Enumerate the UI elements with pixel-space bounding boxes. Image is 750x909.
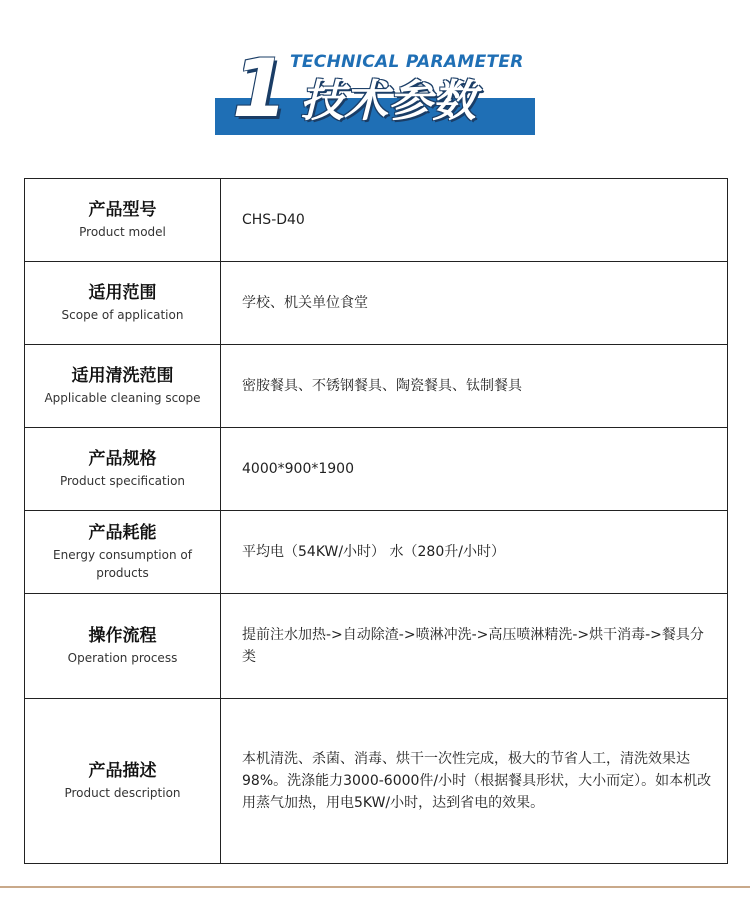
spec-label-en: Product specification <box>59 474 186 488</box>
section-title-cn: 技术参数 <box>300 76 476 127</box>
spec-row-energy <box>25 511 727 594</box>
section-header <box>0 0 750 150</box>
spec-row-operation <box>25 594 727 699</box>
spec-label-cell <box>25 428 221 510</box>
spec-label-cn: 适用清洗范围 <box>71 366 174 386</box>
spec-row-specification <box>25 428 727 511</box>
spec-row-product-model <box>25 179 727 262</box>
section-title-en: TECHNICAL PARAMETER <box>290 52 524 72</box>
spec-value: 提前注水加热->自动除渣->喷淋冲洗->高压喷淋精洗->烘干消毒->餐具分类 <box>242 627 704 665</box>
spec-label-en: Product description <box>64 786 181 800</box>
spec-label-en: Scope of application <box>61 308 184 322</box>
spec-label-cell <box>25 262 221 344</box>
spec-value: 本机清洗、杀菌、消毒、烘干一次性完成，极大的节省人工，清洗效果达98%。洗涤能力3000-6000件/小时（根据餐具形状，大小而定）。如本机改用蒸气加热，用电5KW/小时，达到省电的效果。 <box>242 751 712 811</box>
spec-table <box>24 178 728 864</box>
spec-row-scope <box>25 262 727 345</box>
section-number: 1 <box>232 42 288 135</box>
bottom-divider <box>0 886 750 888</box>
spec-label-cn: 适用范围 <box>88 283 157 303</box>
spec-label-cell <box>25 594 221 698</box>
spec-label-cell <box>25 179 221 261</box>
spec-label-en: Energy consumption of products <box>53 548 192 580</box>
spec-value: 平均电（54KW/小时） 水（280升/小时） <box>242 544 505 560</box>
spec-label-en: Applicable cleaning scope <box>44 391 201 405</box>
spec-label-cell <box>25 511 221 593</box>
spec-label-cell <box>25 699 221 863</box>
spec-row-cleaning-scope <box>25 345 727 428</box>
spec-label-en: Product model <box>79 225 166 239</box>
spec-label-cn: 产品规格 <box>88 449 157 469</box>
spec-label-cn: 操作流程 <box>88 626 157 646</box>
spec-label-en: Operation process <box>67 651 178 665</box>
spec-value: 4000*900*1900 <box>242 461 354 477</box>
spec-value: 学校、机关单位食堂 <box>242 295 368 311</box>
spec-value: CHS-D40 <box>242 212 305 228</box>
spec-value: 密胺餐具、不锈钢餐具、陶瓷餐具、钛制餐具 <box>242 378 522 394</box>
spec-label-cn: 产品耗能 <box>88 523 157 543</box>
spec-label-cn: 产品型号 <box>88 200 157 220</box>
spec-label-cn: 产品描述 <box>88 761 157 781</box>
spec-row-description <box>25 699 727 863</box>
spec-label-cell <box>25 345 221 427</box>
